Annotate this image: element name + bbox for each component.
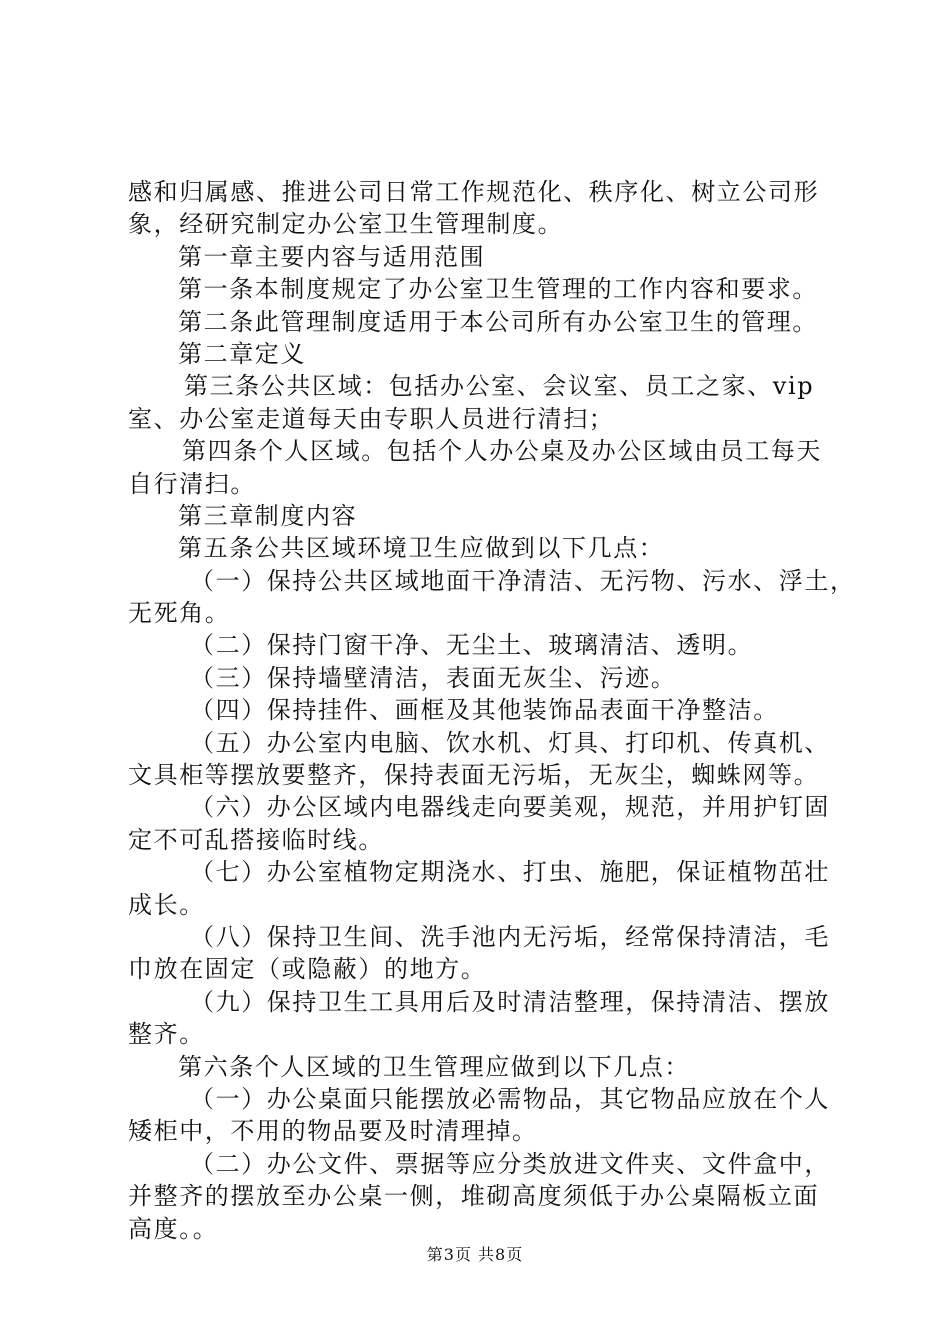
text-line: 无死角。 xyxy=(128,599,231,628)
text-line: 感和归属感、推进公司日常工作规范化、秩序化、树立公司形 xyxy=(128,178,820,206)
text-line: 巾放在固定（或隐蔽）的地方。 xyxy=(128,955,487,984)
list-item: （九）保持卫生工具用后及时清洁整理，保持清洁、摆放 xyxy=(190,987,830,1016)
chapter-heading: 第一章主要内容与适用范围 xyxy=(178,242,486,271)
list-item: （三）保持墙壁清洁，表面无灰尘、污迹。 xyxy=(190,663,677,692)
chapter-heading: 第二章定义 xyxy=(178,339,306,368)
text-line: 象，经研究制定办公室卫生管理制度。 xyxy=(128,210,564,239)
article-line: 第四条个人区域。包括个人办公桌及办公区域由员工每天 xyxy=(182,437,822,466)
document-body xyxy=(128,176,856,1245)
text-line: 室、办公室走道每天由专职人员进行清扫； xyxy=(128,404,615,433)
text-line: 文具柜等摆放要整齐，保持表面无污垢，无灰尘，蜘蛛网等。 xyxy=(128,761,820,790)
text-line: 自行清扫。 xyxy=(128,469,256,498)
text-line: 矮柜中，不用的物品要及时清理掉。 xyxy=(128,1117,538,1146)
list-item: （七）办公室植物定期浇水、打虫、施肥，保证植物茁壮 xyxy=(190,858,830,887)
article-line: 第一条本制度规定了办公室卫生管理的工作内容和要求。 xyxy=(178,275,818,304)
chapter-heading: 第三章制度内容 xyxy=(178,501,358,530)
article-line: 第二条此管理制度适用于本公司所有办公室卫生的管理。 xyxy=(178,307,818,336)
list-item: （二）办公文件、票据等应分类放进文件夹、文件盒中， xyxy=(190,1149,830,1178)
text-line: 成长。 xyxy=(128,890,205,919)
list-item: （一）办公桌面只能摆放必需物品，其它物品应放在个人 xyxy=(190,1084,830,1113)
list-item: （一）保持公共区域地面干净清洁、无污物、污水、浮土， xyxy=(190,566,856,595)
article-line: 第六条个人区域的卫生管理应做到以下几点： xyxy=(178,1052,690,1081)
text-line: 整齐。 xyxy=(128,1020,205,1049)
article-line: 第三条公共区域：包括办公室、会议室、员工之家、vip xyxy=(184,372,815,401)
list-item: （四）保持挂件、画框及其他装饰品表面干净整洁。 xyxy=(190,696,779,725)
article-line: 第五条公共区域环境卫生应做到以下几点： xyxy=(178,534,665,563)
text-line: 并整齐的摆放至办公桌一侧，堆砌高度须低于办公桌隔板立面 xyxy=(128,1182,820,1211)
text-line: 高度。。 xyxy=(128,1214,219,1243)
page-number-footer: 第3页 共8页 xyxy=(426,1245,524,1264)
text-line: 定不可乱搭接临时线。 xyxy=(128,825,384,854)
list-item: （六）办公区域内电器线走向要美观，规范，并用护钉固 xyxy=(190,793,830,822)
list-item: （二）保持门窗干净、无尘土、玻璃清洁、透明。 xyxy=(190,631,754,660)
list-item: （五）办公室内电脑、饮水机、灯具、打印机、传真机、 xyxy=(190,728,830,757)
list-item: （八）保持卫生间、洗手池内无污垢，经常保持清洁，毛 xyxy=(190,922,830,951)
